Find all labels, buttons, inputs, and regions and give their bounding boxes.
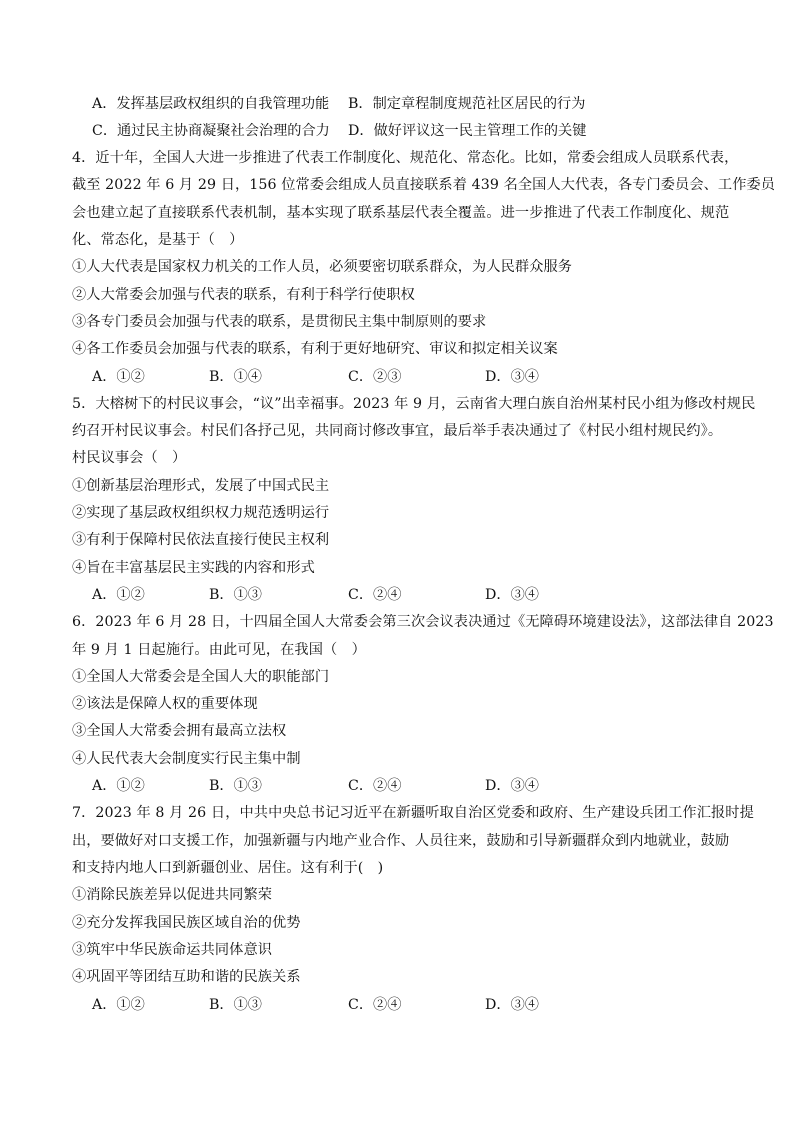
q6-choice-b: B．①③ xyxy=(209,778,262,794)
q6-stem-line-1: 6．2023 年 6 月 28 日，十四届全国人大常委会第三次会议表决通过《无障碍环境建设法》，这部法律自 2023 xyxy=(72,614,774,630)
q7-choice-c: C．②④ xyxy=(348,997,402,1013)
q4-stem-line-4: 化、常态化，是基于（ ） xyxy=(72,232,244,248)
q3-option-b: B．制定章程制度规范社区居民的行为 xyxy=(348,96,586,112)
q4-choice-c: C．②③ xyxy=(348,369,402,385)
q3-option-a: A．发挥基层政权组织的自我管理功能 xyxy=(92,96,330,112)
q5-stem-line-2: 约召开村民议事会。村民们各抒己见，共同商讨修改事宜，最后举手表决通过了《村民小组村规民约》。 xyxy=(72,423,723,439)
q4-item-1: ①人大代表是国家权力机关的工作人员，必须要密切联系群众，为人民群众服务 xyxy=(72,259,573,275)
q7-item-2: ②充分发挥我国民族区域自治的优势 xyxy=(72,915,301,931)
q6-stem-line-2: 年 9 月 1 日起施行。由此可见，在我国（ ） xyxy=(72,642,366,658)
q5-choice-c: C．②④ xyxy=(348,587,402,603)
q5-item-3: ③有利于保障村民依法直接行使民主权利 xyxy=(72,532,330,548)
q5-stem-line-3: 村民议事会（ ） xyxy=(72,450,187,466)
q7-item-4: ④巩固平等团结互助和谐的民族关系 xyxy=(72,969,301,985)
q6-item-3: ③全国人大常委会拥有最高立法权 xyxy=(72,723,287,739)
q4-item-2: ②人大常委会加强与代表的联系，有利于科学行使职权 xyxy=(72,287,415,303)
q7-item-3: ③筑牢中华民族命运共同体意识 xyxy=(72,942,273,958)
q4-item-4: ④各工作委员会加强与代表的联系，有利于更好地研究、审议和拟定相关议案 xyxy=(72,341,558,357)
q7-stem-line-3: 和支持内地人口到新疆创业、居住。这有利于( ) xyxy=(72,860,384,876)
q4-stem-line-2: 截至 2022 年 6 月 29 日，156 位常委会组成人员直接联系着 439 名全国人大代表，各专门委员会、工作委员 xyxy=(72,177,776,193)
q5-stem-line-1: 5．大榕树下的村民议事会，“议”出幸福事。2023 年 9 月，云南省大理白族自治州某村民小组为修改村规民 xyxy=(72,396,756,412)
q6-choice-a: A．①② xyxy=(92,778,145,794)
q6-item-4: ④人民代表大会制度实行民主集中制 xyxy=(72,751,301,767)
q7-choice-d: D．③④ xyxy=(485,997,539,1013)
q7-stem-line-2: 出，要做好对口支援工作，加强新疆与内地产业合作、人员往来，鼓励和引导新疆群众到内地就业，鼓励 xyxy=(72,833,730,849)
q5-item-4: ④旨在丰富基层民主实践的内容和形式 xyxy=(72,560,315,576)
q6-choice-d: D．③④ xyxy=(485,778,539,794)
q4-choice-b: B．①④ xyxy=(209,369,262,385)
q4-item-3: ③各专门委员会加强与代表的联系，是贯彻民主集中制原则的要求 xyxy=(72,314,487,330)
q7-choice-a: A．①② xyxy=(92,997,145,1013)
q5-choice-b: B．①③ xyxy=(209,587,262,603)
q3-option-d: D．做好评议这一民主管理工作的关键 xyxy=(348,123,587,139)
q3-option-c: C．通过民主协商凝聚社会治理的合力 xyxy=(92,123,330,139)
q6-choice-c: C．②④ xyxy=(348,778,402,794)
q5-choice-a: A．①② xyxy=(92,587,145,603)
q4-stem-line-3: 会也建立起了直接联系代表机制，基本实现了联系基层代表全覆盖。进一步推进了代表工作制度化、规范 xyxy=(72,205,730,221)
q4-choice-a: A．①② xyxy=(92,369,145,385)
q4-choice-d: D．③④ xyxy=(485,369,539,385)
q6-item-2: ②该法是保障人权的重要体现 xyxy=(72,696,258,712)
q5-item-1: ①创新基层治理形式，发展了中国式民主 xyxy=(72,478,330,494)
q5-item-2: ②实现了基层政权组织权力规范透明运行 xyxy=(72,505,330,521)
q7-choice-b: B．①③ xyxy=(209,997,262,1013)
q5-choice-d: D．③④ xyxy=(485,587,539,603)
q4-stem-line-1: 4．近十年，全国人大进一步推进了代表工作制度化、规范化、常态化。比如，常委会组成人员联系代表， xyxy=(72,150,739,166)
q7-item-1: ①消除民族差异以促进共同繁荣 xyxy=(72,887,273,903)
q6-item-1: ①全国人大常委会是全国人大的职能部门 xyxy=(72,669,330,685)
q7-stem-line-1: 7．2023 年 8 月 26 日，中共中央总书记习近平在新疆听取自治区党委和政府、生产建设兵团工作汇报时提 xyxy=(72,805,754,821)
